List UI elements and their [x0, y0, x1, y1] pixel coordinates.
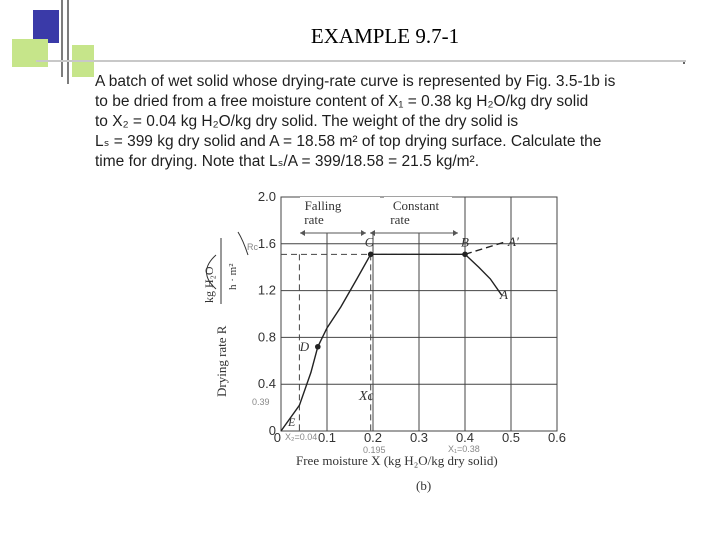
y-axis-units-den: h · m²	[227, 263, 239, 290]
handwritten-rc: Rc	[247, 242, 258, 252]
y-axis-units-num: kg H₂O	[202, 266, 216, 303]
slide-title: EXAMPLE 9.7-1	[310, 24, 460, 48]
figure-caption: (b)	[416, 478, 432, 493]
chart-markers	[299, 234, 469, 353]
handwritten-039: 0.39	[252, 397, 270, 407]
y-tick-label: 0.4	[257, 376, 276, 392]
series-drying-rate-curve	[281, 254, 502, 431]
constant-rate-label: Constant	[392, 198, 440, 213]
point-label-c: C	[364, 234, 374, 250]
x-tick-label: 0.6	[547, 430, 567, 445]
point-label-b: B	[461, 234, 469, 250]
xc-label: Xc	[359, 389, 374, 404]
x-tick-label: 0.5	[501, 430, 521, 445]
problem-line: to X₂ = 0.04 kg H₂O/kg dry solid. The weight of the dry solid is	[95, 113, 519, 130]
x-tick-label: 0.3	[409, 430, 429, 445]
problem-line: A batch of wet solid whose drying-rate curve is represented by Fig. 3.5-1b is	[95, 73, 616, 90]
y-tick-label: 1.6	[257, 235, 276, 251]
x-axis-label: Free moisture X (kg H₂O/kg dry solid)	[296, 453, 498, 468]
x-tick-label: 0	[273, 430, 281, 445]
x-tick-label: 0.1	[317, 430, 337, 445]
chart-series	[281, 242, 506, 432]
point-marker-d	[315, 344, 321, 350]
point-marker-c	[368, 252, 374, 258]
problem-line: to be dried from a free moisture content of X₁ = 0.38 kg H₂O/kg dry solid	[95, 93, 589, 110]
constant-rate-label-2: rate	[390, 212, 410, 227]
handwritten-xc-value: 0.195	[363, 445, 386, 455]
handwritten-x2: X₂=0.04	[285, 432, 318, 442]
y-tick-label: 2.0	[257, 189, 276, 204]
x-tick-label: 0.4	[455, 430, 475, 445]
y-tick-label: 0	[268, 423, 276, 438]
problem-line: time for drying. Note that Lₛ/A = 399/18.58 = 21.5 kg/m².	[95, 153, 480, 170]
x-tick-label: 0.2	[363, 430, 383, 445]
falling-rate-label-2: rate	[304, 212, 324, 227]
falling-rate-label: Falling	[304, 198, 342, 213]
y-axis-label: Drying rate R	[214, 325, 229, 397]
point-marker-b	[462, 252, 468, 258]
point-a-label: A	[500, 287, 508, 302]
point-label-d: D	[299, 338, 310, 354]
point-a-prime-label: A′	[508, 234, 519, 249]
handwritten-x1: X₁=0.38	[448, 444, 480, 454]
y-tick-label: 1.2	[257, 282, 276, 298]
y-tick-label: 0.8	[257, 329, 276, 345]
point-e-label: E	[288, 415, 296, 429]
problem-line: Lₛ = 399 kg dry solid and A = 18.58 m² of top drying surface. Calculate the	[95, 133, 602, 150]
